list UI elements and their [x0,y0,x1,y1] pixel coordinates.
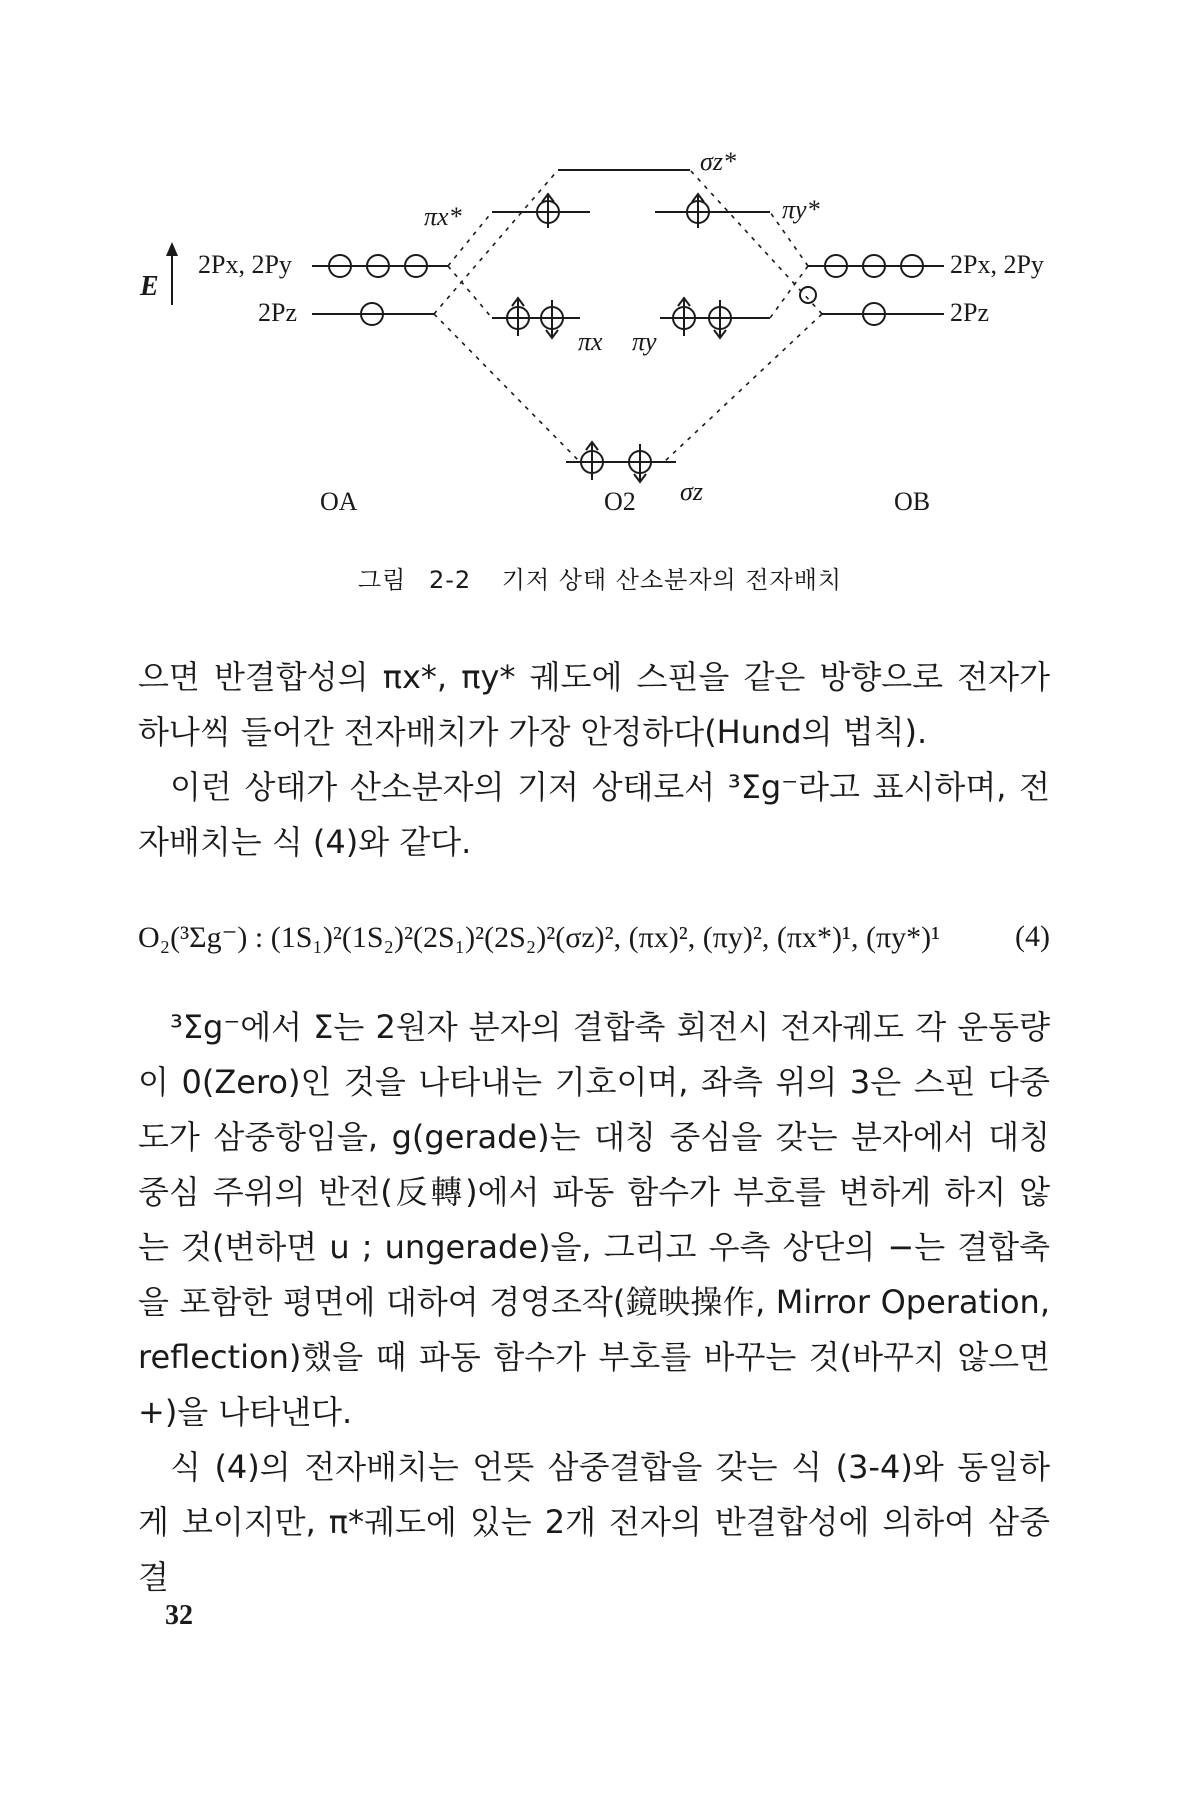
pi-y-label: πy [632,327,657,356]
right-extra-electron-circle [800,287,816,303]
paragraph-hund-rule: 으면 반결합성의 πx*, πy* 궤도에 스핀을 같은 방향으로 전자가 하나씩 들어간 전자배치가 가장 안정하다(Hund의 법칙). [138,658,1050,751]
figure-caption [0,560,1200,595]
atom-b-label: OB [894,487,931,516]
equation-formula: O₂(³Σg⁻) : (1S₁)²(1S₂)²(2S₁)²(2S₂)²(σz)², (πx)², (πy)², (πx*)¹, (πy*)¹ [138,921,941,954]
molecule-label: O2 [604,487,636,516]
figure-title: 기저 상태 산소분자의 전자배치 [501,566,843,594]
pi-y-star-label: πy* [782,195,820,224]
pi-y-level [660,298,770,338]
pi-y-star-level [655,194,770,228]
left-2pz-label: 2Pz [258,298,297,327]
explanation-paragraphs [138,1000,1050,1605]
paragraph-term-symbol: ³Σg⁻에서 Σ는 2원자 분자의 결합축 회전시 전자궤도 각 운동량이 0(Zero)인 것을 나타내는 기호이며, 좌측 위의 3은 스핀 다중도가 삼중항임을, g(gerade)는 대칭 중심을 갖는 분자에서 대칭 중심 주위의 반전(反轉)에서 파동 함수가 부호를 변하게 하지 않는 것(변하면 u ; ungerade)을, 그리고 우측 상단의 −는 결합축을 포함한 평면에 대하여 경영조작(鏡映操作, Mirror Operation, reflection)했을 때 파동 함수가 부호를 바꾸는 것(바꾸지 않으면 +)을 나타낸다. [138,1008,1050,1431]
pi-x-label: πx [578,327,603,356]
intro-paragraphs [138,650,1050,870]
correlation-lines [434,170,822,462]
mo-diagram [0,0,1200,540]
sigma-z-level [566,442,676,482]
right-2pxy-label: 2Px, 2Py [950,250,1044,279]
left-2pz-level [312,303,434,325]
figure-number: 2-2 [428,566,472,594]
left-2pxy-label: 2Px, 2Py [198,250,292,279]
sigma-z-label: σz [680,477,703,506]
pi-x-star-label: πx* [424,202,462,231]
sigma-z-star-label: σz* [700,147,736,176]
paragraph-ground-state: 이런 상태가 산소분자의 기저 상태로서 ³Σg⁻라고 표시하며, 전자배치는 식 (4)와 같다. [138,768,1050,861]
paragraph-triple-bond: 식 (4)의 전자배치는 언뜻 삼중결합을 갖는 식 (3-4)와 동일하게 보이지만, π*궤도에 있는 2개 전자의 반결합성에 의하여 삼중결 [138,1448,1050,1596]
pi-x-star-level [492,194,590,228]
right-2pz-label: 2Pz [950,298,989,327]
electron-configuration-equation [138,920,1050,955]
figure-label: 그림 [357,566,407,594]
atom-a-label: OA [320,487,358,516]
left-2pxy-levels [312,255,448,277]
energy-axis [166,242,178,305]
right-2pxy-levels [808,255,944,277]
right-2pz-level [822,303,944,325]
page-number: 32 [165,1600,193,1631]
equation-number: (4) [1015,920,1050,953]
pi-x-level [492,298,580,338]
energy-label: E [140,271,159,302]
